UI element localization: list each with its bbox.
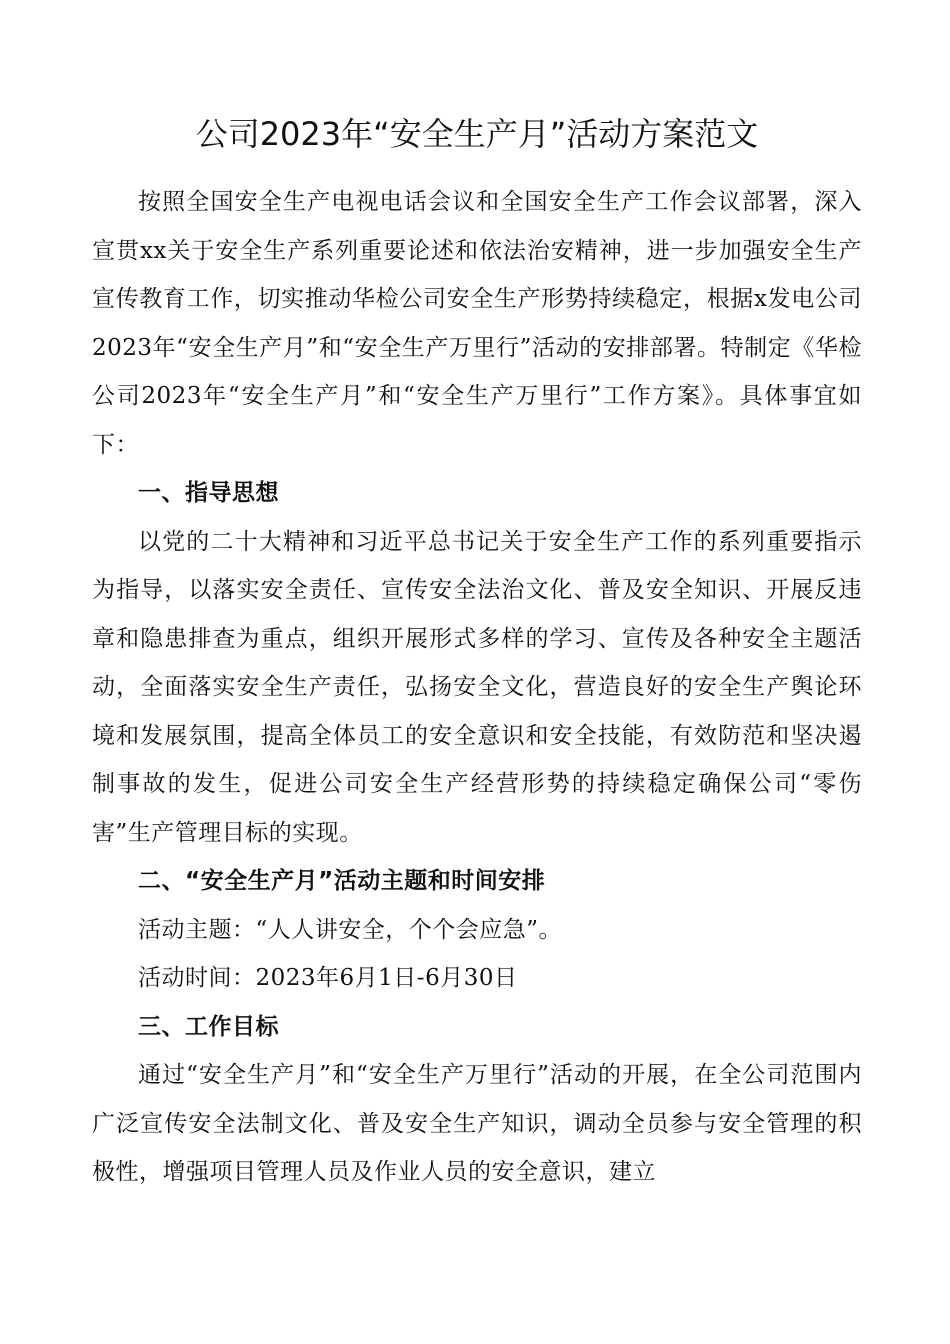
intro-paragraph: 按照全国安全生产电视电话会议和全国安全生产工作会议部署，深入宣贯xx关于安全生产系列重要论述和依法治安精神，进一步加强安全生产宣传教育工作，切实推动华检公司安全生产形势持续稳定，根据x发电公司2023年“安全生产月”和“安全生产万里行”活动的安排部署。特制定《华检公司2023年“安全生产月”和“安全生产万里行”工作方案》。具体事宜如下： [92,189,862,458]
activity-theme: 活动主题：“人人讲安全，个个会应急”。 [138,916,563,943]
section-3-body: 通过“安全生产月”和“安全生产万里行”活动的开展，在全公司范围内广泛宣传安全法制文化、普及安全生产知识，调动全员参与安全管理的积极性，增强项目管理人员及作业人员的安全意识，建立 [92,1062,862,1185]
section-3-heading: 三、工作目标 [138,1013,279,1040]
section-2-heading: 二、“安全生产月”活动主题和时间安排 [138,868,546,894]
section-1-heading: 一、指导思想 [138,480,279,506]
document-title: 公司2023年“安全生产月”活动方案范文 [195,115,759,153]
section-1-body: 以党的二十大精神和习近平总书记关于安全生产工作的系列重要指示为指导，以落实安全责任、宣传安全法治文化、普及安全知识、开展反违章和隐患排查为重点，组织开展形式多样的学习、宣传及各种安全主题活动，全面落实安全生产责任，弘扬安全文化，营造良好的安全生产舆论环境和发展氛围，提高全体员工的安全意识和安全技能，有效防范和坚决遏制事故的发生，促进公司安全生产经营形势的持续稳定确保公司“零伤害”生产管理目标的实现。 [92,528,862,846]
activity-time: 活动时间：2023年6月1日-6月30日 [138,965,518,991]
